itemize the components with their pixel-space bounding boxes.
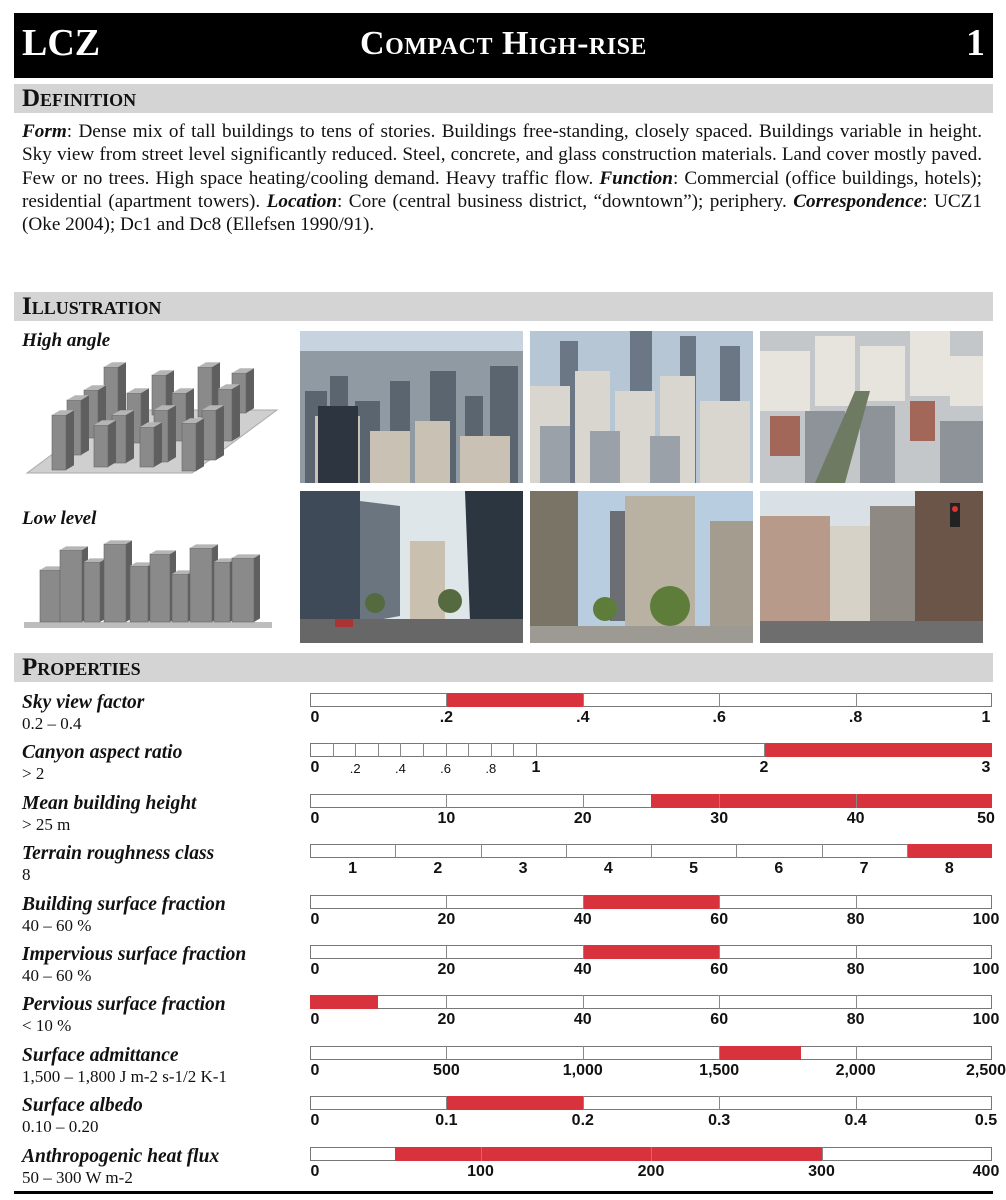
property-name: Impervious surface fraction bbox=[22, 944, 247, 965]
tick-label: 0.1 bbox=[435, 1112, 458, 1130]
location-text: : Core (central business district, “downtown”); periphery. bbox=[337, 190, 794, 212]
tick-label: 30 bbox=[710, 809, 729, 827]
photo-low-level-3 bbox=[760, 491, 983, 643]
zone-title: Compact High-rise bbox=[360, 25, 647, 62]
tick-label: 20 bbox=[437, 961, 456, 978]
tick-label: 0 bbox=[310, 1112, 320, 1130]
tick-label: 0 bbox=[310, 1061, 320, 1079]
property-scale bbox=[310, 844, 992, 890]
tick-label: 0 bbox=[310, 809, 320, 827]
range-bar bbox=[764, 743, 992, 757]
tick-label: 0 bbox=[310, 1011, 320, 1029]
tick-line bbox=[583, 945, 584, 959]
tick-line bbox=[719, 895, 720, 909]
tick-label: .2 bbox=[439, 709, 454, 726]
tick-label: 0.2 bbox=[571, 1112, 594, 1130]
section-illustration-title: Illustration bbox=[22, 293, 162, 320]
tick-line bbox=[719, 794, 720, 808]
tick-label: 200 bbox=[637, 1162, 665, 1180]
form-label: Form bbox=[22, 121, 67, 142]
property-name: Mean building height bbox=[22, 792, 197, 814]
tick-label: 8 bbox=[944, 860, 954, 878]
tick-line bbox=[583, 995, 584, 1009]
property-value: 0.2 – 0.4 bbox=[22, 714, 82, 733]
tick-label: 10 bbox=[437, 809, 456, 827]
tick-label: 0 bbox=[310, 910, 320, 928]
tick-label: 40 bbox=[846, 809, 865, 827]
tick-label: 100 bbox=[467, 1162, 494, 1180]
tick-line bbox=[481, 844, 482, 858]
photo-high-angle-1 bbox=[300, 331, 523, 483]
tick-line bbox=[446, 1046, 447, 1060]
tick-line bbox=[719, 1046, 720, 1060]
tick-line bbox=[446, 743, 447, 757]
section-definition-title: Definition bbox=[22, 85, 137, 112]
tick-line bbox=[583, 1096, 584, 1110]
property-scale bbox=[310, 794, 995, 840]
tick-line bbox=[446, 895, 447, 909]
property-value: 40 – 60 % bbox=[22, 915, 92, 935]
property-label bbox=[22, 793, 312, 835]
range-bar bbox=[310, 995, 378, 1009]
tick-label: 60 bbox=[710, 910, 729, 928]
high-angle-diagram bbox=[22, 355, 282, 480]
tick-line bbox=[355, 743, 356, 757]
tick-label: .6 bbox=[712, 709, 726, 726]
property-scale bbox=[310, 743, 992, 789]
tick-label: 0 bbox=[310, 759, 320, 777]
section-properties-title: Properties bbox=[22, 654, 141, 681]
high-angle-label: High angle bbox=[22, 330, 111, 351]
tick-label: .4 bbox=[576, 709, 590, 726]
tick-line bbox=[856, 693, 857, 707]
property-value: < 10 % bbox=[22, 1016, 72, 1036]
property-value: 1,500 – 1,800 J m-2 s-1/2 K-1 bbox=[22, 1066, 227, 1086]
tick-line bbox=[856, 1096, 857, 1110]
tick-line bbox=[651, 844, 652, 858]
tick-line bbox=[583, 1046, 584, 1060]
tick-line bbox=[583, 794, 584, 808]
tick-label: 40 bbox=[573, 961, 592, 978]
property-label bbox=[22, 1045, 312, 1087]
minor-tick-line bbox=[513, 743, 514, 757]
property-name: Surface albedo bbox=[22, 1095, 143, 1117]
tick-label: 0.5 bbox=[974, 1112, 998, 1130]
property-label bbox=[22, 843, 312, 885]
section-properties bbox=[14, 653, 993, 682]
range-bar bbox=[583, 945, 719, 959]
property-value: 50 – 300 W m-2 bbox=[22, 1167, 133, 1187]
tick-label: .8 bbox=[848, 709, 863, 726]
property-name: Canyon aspect ratio bbox=[22, 742, 183, 764]
tick-line bbox=[736, 844, 737, 858]
tick-label: 1 bbox=[348, 860, 358, 878]
title-bar bbox=[14, 13, 993, 78]
tick-line bbox=[907, 844, 908, 858]
form-text: : Dense mix of tall buildings to tens of stories. Buildings free-standing, closely spaced. Buildings variable in height. Sky view from street level significantly reduced. Steel, concrete, and glass construction materials. Land cover mostly paved. Few or no trees. High space heating/cooling demand. Heavy traffic flow. bbox=[22, 121, 982, 189]
tick-label: 7 bbox=[859, 860, 869, 878]
tick-label: 2 bbox=[433, 860, 443, 878]
property-scale bbox=[310, 945, 1000, 991]
range-bar bbox=[446, 693, 582, 707]
property-label bbox=[22, 944, 312, 986]
property-value: > 25 m bbox=[22, 814, 71, 834]
range-bar bbox=[395, 1147, 821, 1161]
photo-high-angle-3 bbox=[760, 331, 983, 483]
photo-high-angle-2 bbox=[530, 331, 753, 483]
property-name: Anthropogenic heat flux bbox=[22, 1145, 220, 1167]
tick-label: 2 bbox=[759, 759, 769, 777]
range-bar bbox=[719, 1046, 801, 1060]
range-bar bbox=[907, 844, 992, 858]
tick-label: 80 bbox=[846, 1011, 865, 1029]
tick-line bbox=[583, 693, 584, 707]
property-value: 0.10 – 0.20 bbox=[22, 1117, 99, 1137]
tick-line bbox=[856, 945, 857, 959]
tick-label: 20 bbox=[573, 809, 592, 827]
tick-label: 3 bbox=[981, 759, 991, 777]
tick-label: 40 bbox=[573, 1011, 592, 1029]
tick-label: 20 bbox=[437, 1011, 456, 1029]
scale-track bbox=[310, 995, 992, 1009]
tick-line bbox=[446, 794, 447, 808]
tick-line bbox=[856, 995, 857, 1009]
section-definition bbox=[14, 84, 993, 113]
property-name: Building surface fraction bbox=[22, 893, 226, 915]
tick-label: 0 bbox=[310, 709, 320, 726]
correspondence-text: : UCZ1 (Oke 2004); Dc1 and Dc8 (Ellefsen 1990/91). bbox=[22, 190, 982, 236]
tick-line bbox=[400, 743, 401, 757]
tick-label: 50 bbox=[977, 809, 995, 827]
tick-label: 0.3 bbox=[708, 1112, 731, 1130]
photo-low-level-1 bbox=[300, 491, 523, 643]
tick-label: 100 bbox=[972, 910, 1000, 928]
tick-line bbox=[566, 844, 567, 858]
tick-label: 500 bbox=[433, 1061, 460, 1079]
property-label bbox=[22, 692, 312, 734]
tick-label: 1 bbox=[981, 709, 991, 726]
property-name: Terrain roughness class bbox=[22, 843, 215, 865]
bottom-rule bbox=[14, 1191, 993, 1194]
tick-line bbox=[719, 945, 720, 959]
tick-label: 2,000 bbox=[835, 1061, 876, 1079]
property-label bbox=[22, 1095, 312, 1137]
property-name: Sky view factor bbox=[22, 692, 145, 713]
tick-label: 3 bbox=[518, 860, 528, 878]
property-value: 8 bbox=[22, 865, 31, 885]
tick-line bbox=[481, 1147, 482, 1161]
property-scale bbox=[310, 1046, 1006, 1092]
tick-line bbox=[446, 693, 447, 707]
tick-label: 4 bbox=[603, 860, 613, 878]
location-label: Location bbox=[266, 190, 338, 212]
tick-label: 100 bbox=[972, 961, 1000, 978]
scale-track bbox=[310, 1046, 992, 1060]
tick-label: 5 bbox=[689, 860, 699, 878]
property-label bbox=[22, 994, 312, 1036]
tick-label: 6 bbox=[774, 860, 784, 878]
minor-tick-line bbox=[468, 743, 469, 757]
tick-line bbox=[446, 1096, 447, 1110]
tick-line bbox=[395, 844, 396, 858]
property-label bbox=[22, 894, 312, 936]
property-name: Surface admittance bbox=[22, 1044, 179, 1066]
low-level-label: Low level bbox=[22, 508, 97, 529]
tick-line bbox=[719, 1096, 720, 1110]
zone-number: 1 bbox=[966, 22, 985, 64]
tick-label: 60 bbox=[710, 961, 729, 978]
tick-line bbox=[491, 743, 492, 757]
tick-label: .4 bbox=[394, 761, 406, 777]
tick-line bbox=[446, 995, 447, 1009]
property-scale bbox=[310, 895, 1000, 941]
tick-label: 80 bbox=[846, 910, 865, 928]
tick-label: 300 bbox=[808, 1162, 835, 1180]
tick-label: .8 bbox=[485, 761, 497, 777]
tick-label: .2 bbox=[349, 761, 361, 777]
section-illustration bbox=[14, 292, 993, 321]
function-label: Function bbox=[599, 167, 673, 189]
minor-tick-line bbox=[333, 743, 334, 757]
photo-low-level-2 bbox=[530, 491, 753, 643]
property-value: 40 – 60 % bbox=[22, 966, 92, 985]
range-bar bbox=[651, 794, 992, 808]
tick-line bbox=[822, 844, 823, 858]
tick-label: 20 bbox=[437, 910, 456, 928]
tick-line bbox=[719, 693, 720, 707]
tick-label: 0.4 bbox=[844, 1112, 867, 1130]
property-scale bbox=[310, 1147, 1000, 1193]
scale-track bbox=[310, 1096, 992, 1110]
range-bar bbox=[446, 1096, 582, 1110]
tick-line bbox=[719, 995, 720, 1009]
tick-label: 40 bbox=[573, 910, 592, 928]
property-value: > 2 bbox=[22, 764, 45, 784]
property-label bbox=[22, 742, 312, 784]
minor-tick-line bbox=[378, 743, 379, 757]
tick-line bbox=[536, 743, 537, 757]
definition-text bbox=[22, 120, 982, 236]
tick-line bbox=[822, 1147, 823, 1161]
tick-label: .6 bbox=[440, 761, 452, 777]
tick-label: 80 bbox=[846, 961, 865, 978]
tick-line bbox=[583, 895, 584, 909]
scale-track bbox=[310, 693, 992, 707]
tick-label: 1,000 bbox=[562, 1061, 603, 1079]
property-scale bbox=[310, 693, 992, 739]
tick-line bbox=[856, 895, 857, 909]
tick-label: 60 bbox=[710, 1011, 729, 1029]
tick-label: 400 bbox=[972, 1162, 1000, 1180]
tick-line bbox=[446, 945, 447, 959]
tick-line bbox=[856, 1046, 857, 1060]
tick-label: 1,500 bbox=[699, 1061, 740, 1079]
tick-label: 0 bbox=[310, 961, 320, 978]
correspondence-label: Correspondence bbox=[793, 190, 923, 212]
lcz-label: LCZ bbox=[22, 22, 101, 64]
low-level-diagram bbox=[22, 540, 282, 635]
property-scale bbox=[310, 995, 1000, 1041]
tick-line bbox=[856, 794, 857, 808]
tick-line bbox=[764, 743, 765, 757]
function-text: : Commercial (office buildings, hotels); residential (apartment towers). bbox=[22, 167, 982, 212]
range-bar bbox=[583, 895, 719, 909]
tick-label: 100 bbox=[972, 1011, 1000, 1029]
tick-line bbox=[651, 1147, 652, 1161]
tick-label: 2,500 bbox=[965, 1061, 1006, 1079]
property-scale bbox=[310, 1096, 998, 1142]
tick-label: 0 bbox=[310, 1162, 320, 1180]
property-label bbox=[22, 1146, 312, 1188]
tick-label: 1 bbox=[531, 759, 541, 777]
minor-tick-line bbox=[423, 743, 424, 757]
property-name: Pervious surface fraction bbox=[22, 994, 226, 1016]
